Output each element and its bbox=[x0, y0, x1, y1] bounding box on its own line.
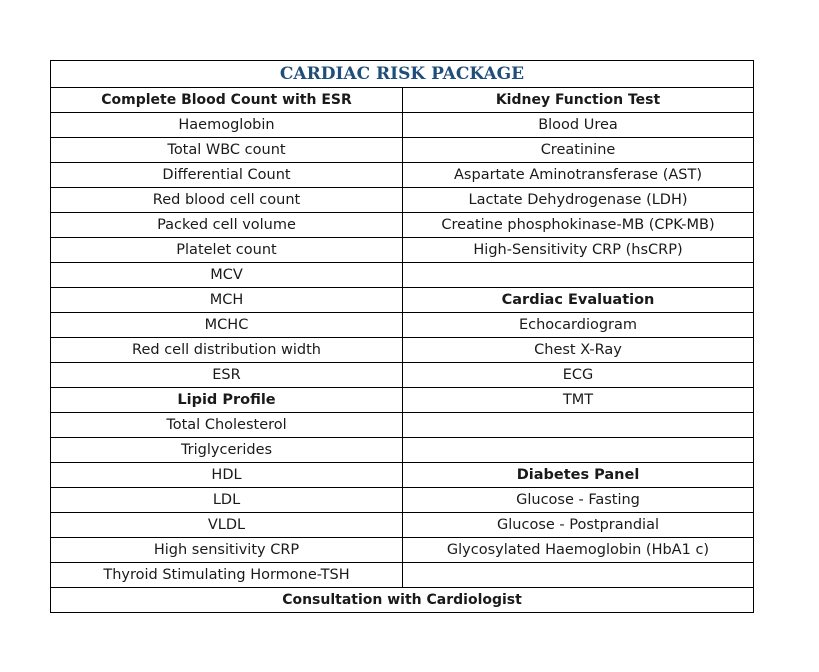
test-cell-right: Creatinine bbox=[403, 138, 754, 163]
test-cell-left: LDL bbox=[51, 488, 403, 513]
test-cell-left: Red cell distribution width bbox=[51, 338, 403, 363]
test-cell-right: Cardiac Evaluation bbox=[403, 288, 754, 313]
test-cell-right: Glucose - Fasting bbox=[403, 488, 754, 513]
test-cell-left: Red blood cell count bbox=[51, 188, 403, 213]
table-row bbox=[51, 163, 754, 188]
package-title: CARDIAC RISK PACKAGE bbox=[51, 61, 754, 88]
test-cell-right: Creatine phosphokinase-MB (CPK-MB) bbox=[403, 213, 754, 238]
title-row bbox=[51, 61, 754, 88]
table-row bbox=[51, 213, 754, 238]
test-cell-right bbox=[403, 263, 754, 288]
table-row bbox=[51, 338, 754, 363]
table-row bbox=[51, 388, 754, 413]
test-cell-left: Total Cholesterol bbox=[51, 413, 403, 438]
test-cell-left: MCV bbox=[51, 263, 403, 288]
table-row bbox=[51, 538, 754, 563]
test-cell-right: Chest X-Ray bbox=[403, 338, 754, 363]
table-row bbox=[51, 188, 754, 213]
test-cell-left: High sensitivity CRP bbox=[51, 538, 403, 563]
test-cell-right: Lactate Dehydrogenase (LDH) bbox=[403, 188, 754, 213]
test-cell-left: Haemoglobin bbox=[51, 113, 403, 138]
test-cell-right: TMT bbox=[403, 388, 754, 413]
test-cell-right: Glucose - Postprandial bbox=[403, 513, 754, 538]
table-row bbox=[51, 238, 754, 263]
table-body bbox=[51, 113, 754, 588]
package-table bbox=[50, 60, 754, 613]
table-row bbox=[51, 113, 754, 138]
test-cell-left: Packed cell volume bbox=[51, 213, 403, 238]
test-cell-left: Lipid Profile bbox=[51, 388, 403, 413]
test-cell-right bbox=[403, 413, 754, 438]
test-cell-left: Triglycerides bbox=[51, 438, 403, 463]
table-row bbox=[51, 413, 754, 438]
test-cell-left: Thyroid Stimulating Hormone-TSH bbox=[51, 563, 403, 588]
header-row bbox=[51, 88, 754, 113]
test-cell-left: Differential Count bbox=[51, 163, 403, 188]
test-cell-left: MCH bbox=[51, 288, 403, 313]
header-kidney: Kidney Function Test bbox=[403, 88, 754, 113]
table-row bbox=[51, 488, 754, 513]
test-cell-right: Diabetes Panel bbox=[403, 463, 754, 488]
table-row bbox=[51, 463, 754, 488]
test-cell-left: MCHC bbox=[51, 313, 403, 338]
header-cbc: Complete Blood Count with ESR bbox=[51, 88, 403, 113]
test-cell-right: Blood Urea bbox=[403, 113, 754, 138]
test-cell-left: VLDL bbox=[51, 513, 403, 538]
test-cell-right bbox=[403, 438, 754, 463]
table-row bbox=[51, 313, 754, 338]
table-row bbox=[51, 288, 754, 313]
test-cell-left: Platelet count bbox=[51, 238, 403, 263]
table-row bbox=[51, 138, 754, 163]
test-cell-right: Echocardiogram bbox=[403, 313, 754, 338]
table-row bbox=[51, 363, 754, 388]
test-cell-right: Aspartate Aminotransferase (AST) bbox=[403, 163, 754, 188]
test-cell-left: Total WBC count bbox=[51, 138, 403, 163]
test-cell-right bbox=[403, 563, 754, 588]
table-row bbox=[51, 263, 754, 288]
test-cell-right: ECG bbox=[403, 363, 754, 388]
test-cell-left: HDL bbox=[51, 463, 403, 488]
table-row bbox=[51, 563, 754, 588]
footer-row bbox=[51, 588, 754, 613]
test-cell-right: Glycosylated Haemoglobin (HbA1 c) bbox=[403, 538, 754, 563]
table-row bbox=[51, 438, 754, 463]
consultation-cell: Consultation with Cardiologist bbox=[51, 588, 754, 613]
test-cell-left: ESR bbox=[51, 363, 403, 388]
table-row bbox=[51, 513, 754, 538]
test-cell-right: High-Sensitivity CRP (hsCRP) bbox=[403, 238, 754, 263]
